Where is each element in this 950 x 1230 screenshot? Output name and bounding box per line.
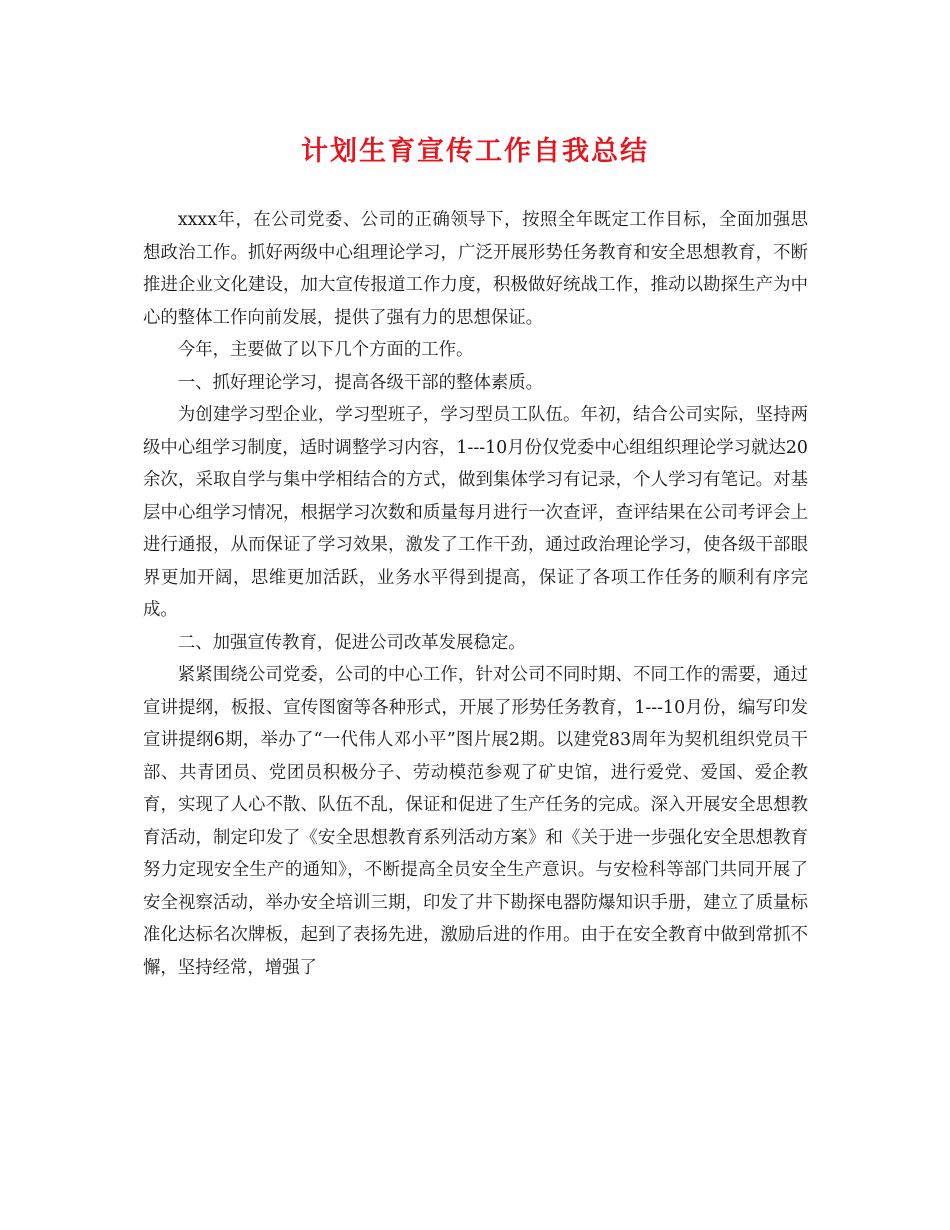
section-heading-2: 二、加强宣传教育，促进公司改革发展稳定。 [177, 632, 526, 653]
paragraph-intro: xxxx年，在公司党委、公司的正确领导下，按照全年既定工作目标，全面加强思想政治工作。抓好两级中心组理论学习，广泛开展形势任务教育和安全思想教育，不断推进企业文化建设，加大宣传报道工作力度，积极做好统战工作，推动以勘探生产为中心的整体工作向前发展，提供了强有力的思想保证。 [143, 210, 808, 328]
paragraph-section-2: 紧紧围绕公司党委，公司的中心工作，针对公司不同时期、不同工作的需要，通过宣讲提纲，板报、宣传图窗等各种形式，开展了形势任务教育，1---10月份，编写印发宣讲提纲6期，举办了“一代伟人邓小平”图片展2期。以建党83周年为契机组织党员干部、共青团员、党团员积极分子、劳动模范参观了矿史馆，进行爱党、爱国、爱企教育，实现了人心不散、队伍不乱，保证和促进了生产任务的完成。深入开展安全思想教育活动，制定印发了《安全思想教育系列活动方案》和《关于进一步强化安全思想教育努力定现安全生产的通知》，不断提高全员安全生产意识。与安检科等部门共同开展了安全视察活动，举办安全培训三期，印发了井下勘探电器防爆知识手册，建立了质量标准化达标名次牌板，起到了表扬先进，激励后进的作用。由于在安全教育中做到常抓不懈，坚持经常，增强了 [143, 665, 808, 978]
paragraph-overview: 今年，主要做了以下几个方面的工作。 [177, 340, 474, 360]
section-heading-1: 一、抓好理论学习，提高各级干部的整体素质。 [177, 372, 544, 393]
page-title: 计划生育宣传工作自我总结 [301, 136, 649, 167]
document-body [143, 204, 808, 984]
paragraph-section-1: 为创建学习型企业，学习型班子，学习型员工队伍。年初，结合公司实际，坚持两级中心组学习制度，适时调整学习内容，1---10月份仅党委中心组组织理论学习就达20余次，采取自学与集中学相结合的方式，做到集体学习有记录，个人学习有笔记。对基层中心组学习情况，根据学习次数和质量每月进行一次查评，查评结果在公司考评会上进行通报，从而保证了学习效果，激发了工作干劲，通过政治理论学习，使各级干部眼界更加开阔，思维更加活跃，业务水平得到提高，保证了各项工作任务的顺利有序完成。 [143, 405, 808, 620]
